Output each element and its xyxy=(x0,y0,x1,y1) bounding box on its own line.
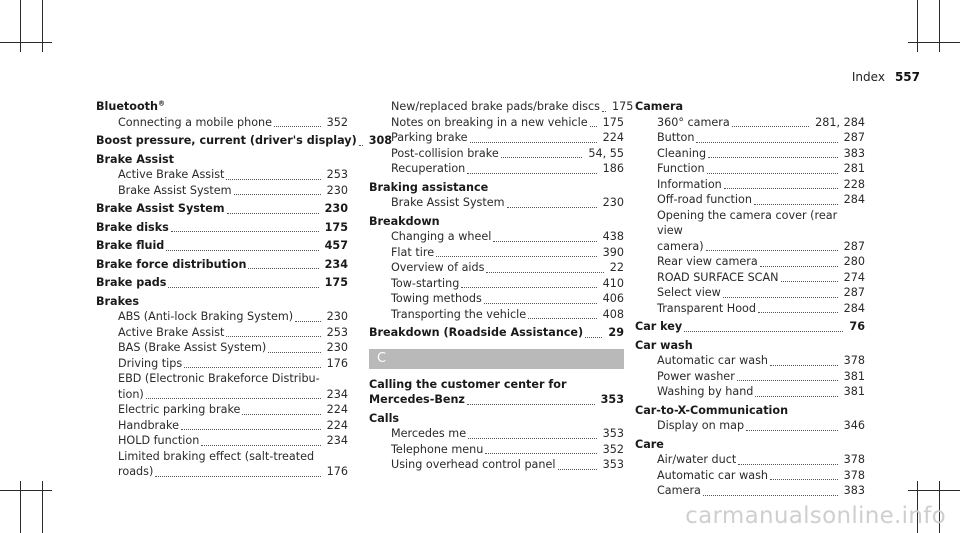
entry-text: Camera xyxy=(635,100,684,113)
subentry xyxy=(635,418,865,434)
leader-dots xyxy=(467,173,596,174)
crop-mark xyxy=(908,490,960,491)
subentry xyxy=(96,167,348,183)
page-ref: 353 xyxy=(602,427,624,440)
subentry xyxy=(96,387,348,403)
page-ref: 274 xyxy=(843,270,865,284)
leader-dots xyxy=(754,204,838,205)
leader-dots xyxy=(738,464,837,465)
index-entry xyxy=(369,180,624,211)
subentry xyxy=(96,402,348,418)
index-entry xyxy=(96,275,348,291)
crop-mark xyxy=(939,0,940,52)
entry-text: ABS (Anti-lock Braking System) xyxy=(118,310,294,323)
index-column-2 xyxy=(369,99,634,476)
page-ref: 378 xyxy=(843,468,865,482)
entry-text: 360° camera xyxy=(657,115,730,129)
index-entry xyxy=(635,319,865,335)
index-entry xyxy=(635,403,865,434)
index-entry xyxy=(96,294,348,480)
entry-heading xyxy=(96,133,393,149)
entry-text: BAS (Brake Assist System) xyxy=(118,341,267,354)
subentry xyxy=(635,452,865,468)
index-entry xyxy=(96,238,348,254)
page-ref: 230 xyxy=(324,202,348,215)
page-ref: 352 xyxy=(602,442,624,456)
leader-dots xyxy=(226,336,320,337)
subentry xyxy=(96,464,348,480)
page-ref: 224 xyxy=(326,403,348,416)
subentry xyxy=(369,245,624,261)
leader-dots xyxy=(707,173,838,174)
subentry xyxy=(635,384,865,400)
entry-heading xyxy=(96,152,348,168)
page-ref: 234 xyxy=(324,257,348,271)
index-entry xyxy=(96,201,348,217)
leader-dots xyxy=(528,318,597,319)
leader-dots xyxy=(227,213,319,214)
entry-heading xyxy=(635,403,865,419)
entry-text: Care xyxy=(635,437,664,451)
crop-mark xyxy=(20,0,21,52)
entry-text: Handbrake xyxy=(118,418,179,432)
subentry xyxy=(369,130,624,146)
index-column-3 xyxy=(635,99,865,502)
leader-dots xyxy=(248,268,318,269)
entry-heading xyxy=(96,201,348,217)
page-ref: 228 xyxy=(843,177,865,191)
leader-dots xyxy=(226,179,320,180)
entry-heading xyxy=(96,257,348,273)
entry-text: HOLD function xyxy=(118,434,200,447)
entry-heading xyxy=(369,325,624,341)
page-ref: 406 xyxy=(602,292,624,305)
leader-dots xyxy=(485,453,596,454)
index-entry xyxy=(369,325,624,341)
subentry xyxy=(96,356,348,372)
entry-heading xyxy=(96,220,348,236)
page-ref: 230 xyxy=(326,341,348,354)
entry-text: Information xyxy=(657,177,722,191)
page-ref: 176 xyxy=(326,465,348,478)
page-ref: 230 xyxy=(602,196,624,209)
page-ref: 383 xyxy=(843,146,865,160)
leader-dots xyxy=(758,312,838,313)
page-ref: 230 xyxy=(326,183,348,197)
entry-text: Transparent Hood xyxy=(657,301,756,315)
entry-text: Brake Assist xyxy=(96,152,175,166)
subentry xyxy=(369,195,624,211)
subentry xyxy=(635,270,865,286)
entry-text: ROAD SURFACE SCAN xyxy=(657,270,779,284)
entry-heading xyxy=(369,392,624,408)
entry-text: Recuperation xyxy=(391,162,466,175)
crop-mark xyxy=(917,0,918,52)
entry-heading xyxy=(369,180,624,196)
subentry xyxy=(635,254,865,270)
page-ref: 378 xyxy=(843,453,865,466)
entry-text: Display on map xyxy=(657,419,745,432)
page-ref: 22 xyxy=(609,261,624,274)
entry-text: New/replaced brake pads/brake discs xyxy=(391,100,600,113)
entry-text: Connecting a mobile phone xyxy=(118,115,273,129)
entry-text: Automatic car wash xyxy=(657,468,769,482)
leader-dots xyxy=(684,331,843,332)
leader-dots xyxy=(201,445,320,446)
leader-dots xyxy=(274,126,321,127)
page-ref: 287 xyxy=(843,131,865,144)
crop-mark xyxy=(0,42,52,43)
page-ref: 383 xyxy=(843,484,865,497)
page-ref: 287 xyxy=(843,239,865,253)
leader-dots xyxy=(268,352,320,353)
leader-dots xyxy=(295,321,321,322)
page-ref: 175 xyxy=(324,276,348,289)
subentry xyxy=(635,161,865,177)
entry-text: Notes on breaking in a new vehicle xyxy=(391,115,588,129)
watermark: carmanualsonline.info xyxy=(685,503,946,529)
crop-mark xyxy=(0,490,52,491)
entry-text: Camera xyxy=(657,484,701,497)
entry-text: camera) xyxy=(657,239,704,253)
leader-dots xyxy=(184,367,320,368)
page-ref: 230 xyxy=(326,310,348,323)
entry-heading xyxy=(369,214,624,230)
crop-mark xyxy=(908,42,960,43)
entry-text: Washing by hand xyxy=(657,385,754,398)
page-ref: 76 xyxy=(849,320,865,333)
page-ref: 346 xyxy=(843,419,865,432)
subentry-line: EBD (Electronic Brakeforce Distribu- xyxy=(118,372,320,385)
subentry xyxy=(96,418,348,434)
leader-dots xyxy=(470,142,597,143)
index-entry xyxy=(96,220,348,236)
subentry xyxy=(96,309,348,325)
subentry xyxy=(96,183,348,199)
subentry xyxy=(369,99,634,115)
subentry xyxy=(635,192,865,208)
subentry xyxy=(635,130,865,146)
entry-text: Rear view camera xyxy=(657,255,758,268)
entry-text: Brake force distribution xyxy=(96,257,247,271)
entry-heading xyxy=(635,319,865,335)
entry-text: tion) xyxy=(118,387,144,401)
entry-heading xyxy=(635,338,865,354)
page-ref: 281 xyxy=(843,162,865,175)
page-ref: 353 xyxy=(602,458,624,471)
entry-text: Electric parking brake xyxy=(118,403,241,416)
subentry xyxy=(635,177,865,193)
entry-heading xyxy=(369,411,624,427)
leader-dots xyxy=(171,231,319,232)
leader-dots xyxy=(501,157,583,158)
entry-text: Off-road function xyxy=(657,193,752,206)
entry-text: Flat tire xyxy=(391,245,435,259)
page-ref: 253 xyxy=(326,168,348,181)
entry-text: Active Brake Assist xyxy=(118,168,225,181)
leader-dots xyxy=(703,495,838,496)
entry-text: Car-to-X-Communication xyxy=(635,403,789,417)
entry-text: Parking brake xyxy=(391,131,468,144)
page-ref: 438 xyxy=(602,230,624,243)
index-entry xyxy=(369,377,624,408)
registered-mark: ® xyxy=(157,99,165,108)
index-entry xyxy=(96,257,348,273)
entry-text: Car key xyxy=(635,320,683,333)
leader-dots xyxy=(723,297,838,298)
entry-text: Brake Assist System xyxy=(391,196,505,209)
page-ref: 224 xyxy=(602,131,624,144)
leader-dots xyxy=(602,111,606,112)
page-ref: 284 xyxy=(843,301,865,315)
entry-heading xyxy=(635,437,865,453)
entry-text: Breakdown xyxy=(369,214,440,228)
subentry xyxy=(369,146,624,162)
page-number: 557 xyxy=(894,70,920,84)
subentry xyxy=(635,146,865,162)
entry-text: Car wash xyxy=(635,338,693,352)
subentry xyxy=(369,291,624,307)
leader-dots xyxy=(724,188,838,189)
page-ref: 390 xyxy=(602,245,624,259)
subentry xyxy=(369,442,624,458)
leader-dots xyxy=(484,303,597,304)
entry-text: Brake disks xyxy=(96,220,169,234)
leader-dots xyxy=(493,241,596,242)
leader-dots xyxy=(696,142,837,143)
page-ref: 253 xyxy=(326,325,348,339)
subentry xyxy=(369,229,624,245)
leader-dots xyxy=(168,287,318,288)
entry-text: Breakdown (Roadside Assistance) xyxy=(369,326,584,339)
page-ref: 29 xyxy=(608,326,624,339)
leader-dots xyxy=(486,272,603,273)
entry-text: Post-collision brake xyxy=(391,146,499,160)
entry-text: Mercedes me xyxy=(391,427,467,440)
leader-dots xyxy=(166,250,318,251)
leader-dots xyxy=(732,126,809,127)
section-letter-bar: C xyxy=(369,349,624,369)
page-ref: 381 xyxy=(843,369,865,383)
page-ref: 381 xyxy=(843,385,865,398)
page-ref: 224 xyxy=(326,418,348,432)
leader-dots xyxy=(507,207,597,208)
subentry xyxy=(635,483,865,499)
subentry xyxy=(96,115,348,131)
page-ref: 287 xyxy=(843,286,865,299)
entry-text: Brakes xyxy=(96,294,139,308)
subentry xyxy=(635,115,865,131)
leader-dots xyxy=(181,429,321,430)
index-entry xyxy=(96,133,393,149)
leader-dots xyxy=(436,256,597,257)
subentry xyxy=(369,457,624,473)
entry-text: Boost pressure, current (driver's display) xyxy=(96,134,357,147)
entry-text: roads) xyxy=(118,465,154,478)
page-ref: 186 xyxy=(602,162,624,175)
subentry xyxy=(96,325,348,341)
leader-dots xyxy=(708,157,838,158)
crop-mark xyxy=(20,481,21,533)
leader-dots xyxy=(467,404,595,405)
subentry xyxy=(635,239,865,255)
subentry xyxy=(635,369,865,385)
index-entry xyxy=(96,99,348,130)
page-ref: 410 xyxy=(602,276,624,290)
page-ref: 175 xyxy=(602,115,624,129)
leader-dots xyxy=(234,194,321,195)
leader-dots xyxy=(146,398,321,399)
entry-text: Transporting the vehicle xyxy=(391,307,527,321)
page-ref: 175 xyxy=(612,100,634,113)
entry-text: Automatic car wash xyxy=(657,354,769,367)
leader-dots xyxy=(558,469,597,470)
entry-text: Braking assistance xyxy=(369,180,489,194)
entry-text: Calls xyxy=(369,411,400,425)
header-label: Index xyxy=(851,70,885,84)
entry-text: Telephone menu xyxy=(391,442,484,456)
page-ref: 176 xyxy=(326,356,348,370)
entry-heading xyxy=(96,294,348,310)
entry-heading xyxy=(635,99,865,115)
page-ref: 408 xyxy=(602,307,624,321)
index-entry xyxy=(635,338,865,400)
entry-heading xyxy=(96,275,348,291)
subentry xyxy=(635,301,865,317)
subentry xyxy=(96,340,348,356)
subentry-line: Limited braking effect (salt-treated xyxy=(118,449,315,463)
page-ref: 54, 55 xyxy=(588,146,624,160)
entry-text: Tow-starting xyxy=(391,276,460,290)
index-entry xyxy=(635,99,865,316)
subentry xyxy=(369,307,624,323)
leader-dots xyxy=(461,287,596,288)
entry-heading xyxy=(96,99,348,115)
continued-entry xyxy=(369,99,634,177)
page-ref: 234 xyxy=(326,434,348,447)
entry-text: Towing methods xyxy=(391,292,482,305)
leader-dots xyxy=(737,380,838,381)
subentry xyxy=(369,161,624,177)
subentry xyxy=(635,353,865,369)
page-ref: 352 xyxy=(326,115,348,129)
leader-dots xyxy=(781,281,838,282)
index-entry xyxy=(635,437,865,499)
page-ref: 284 xyxy=(843,193,865,206)
crop-mark xyxy=(42,0,43,52)
leader-dots xyxy=(760,266,838,267)
leader-dots xyxy=(755,396,837,397)
page-ref: 175 xyxy=(324,220,348,234)
entry-text: Air/water duct xyxy=(657,453,737,466)
leader-dots xyxy=(746,430,838,431)
index-entry xyxy=(96,152,348,199)
entry-text: Button xyxy=(657,131,695,144)
entry-heading xyxy=(96,238,348,254)
subentry xyxy=(369,260,624,276)
entry-text: Overview of aids xyxy=(391,261,485,274)
entry-text: Function xyxy=(657,162,705,175)
page-ref: 378 xyxy=(843,354,865,367)
subentry-line: Opening the camera cover (rear view xyxy=(657,208,838,237)
leader-dots xyxy=(468,438,597,439)
entry-text: Select view xyxy=(657,286,721,299)
entry-text: Changing a wheel xyxy=(391,230,492,243)
subentry xyxy=(96,433,348,449)
entry-text: Using overhead control panel xyxy=(391,458,556,471)
leader-dots xyxy=(155,476,320,477)
entry-text: Brake pads xyxy=(96,276,167,289)
leader-dots xyxy=(242,414,320,415)
subentry xyxy=(635,285,865,301)
entry-text: Brake Assist System xyxy=(96,202,225,215)
page-ref: 353 xyxy=(600,393,624,406)
page-ref: 308 xyxy=(368,134,393,147)
page-ref: 457 xyxy=(324,239,348,252)
index-entry xyxy=(369,411,624,473)
subentry xyxy=(635,468,865,484)
entry-text: Mercedes-Benz xyxy=(369,393,465,406)
leader-dots xyxy=(359,145,363,146)
subentry xyxy=(369,276,624,292)
leader-dots xyxy=(590,126,597,127)
page-ref: 281, 284 xyxy=(815,115,865,129)
entry-text: Driving tips xyxy=(118,356,183,370)
page-ref: 280 xyxy=(843,255,865,268)
entry-heading-line: Calling the customer center for xyxy=(369,377,567,391)
entry-text: Brake fluid xyxy=(96,239,165,252)
entry-text: Bluetooth® xyxy=(96,99,165,113)
entry-text: Cleaning xyxy=(657,146,707,160)
entry-text: Brake Assist System xyxy=(118,183,232,197)
index-entry xyxy=(369,214,624,323)
subentry xyxy=(369,426,624,442)
leader-dots xyxy=(770,479,838,480)
entry-text: Active Brake Assist xyxy=(118,325,225,339)
crop-mark xyxy=(42,481,43,533)
leader-dots xyxy=(706,250,838,251)
leader-dots xyxy=(770,365,838,366)
page-ref: 234 xyxy=(326,387,348,401)
leader-dots xyxy=(585,337,602,338)
entry-text: Power washer xyxy=(657,369,735,383)
page-header xyxy=(852,70,920,84)
subentry xyxy=(369,115,624,131)
